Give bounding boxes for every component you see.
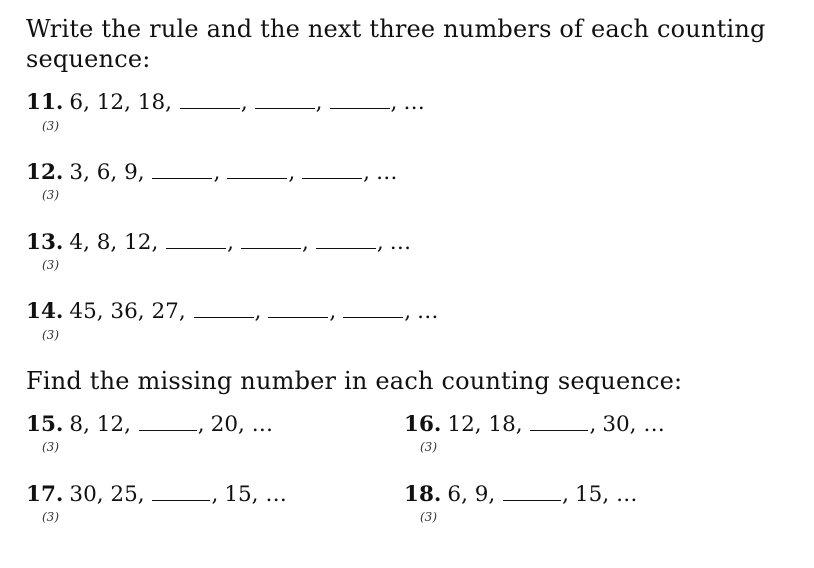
question-11: [26, 90, 425, 116]
answer-blank[interactable]: [152, 484, 210, 501]
answer-blank[interactable]: [255, 92, 315, 109]
sequence-terms-before: 8, 12,: [69, 412, 131, 437]
question-15-marks: (3): [42, 440, 59, 454]
question-12-line: 12. 3, 6, 9, , , , …: [26, 160, 398, 185]
answer-blank[interactable]: [180, 92, 240, 109]
answer-blank[interactable]: [241, 232, 301, 249]
question-14-marks: (3): [42, 328, 59, 342]
question-12: [26, 160, 398, 186]
sequence-terms-after: 30, …: [602, 412, 665, 437]
question-13-marks: (3): [42, 258, 59, 272]
instruction-part-1: Write the rule and the next three numbers of each counting sequence:: [26, 15, 766, 73]
question-16-marks: (3): [420, 440, 437, 454]
question-13-line: 13. 4, 8, 12, , , , …: [26, 230, 412, 255]
question-11-line: 11. 6, 12, 18, , , , …: [26, 90, 425, 115]
question-number: 15.: [26, 412, 64, 437]
sequence-terms-after: 15, …: [574, 482, 638, 507]
question-number: 17.: [26, 482, 64, 507]
question-17-marks: (3): [42, 510, 59, 524]
question-15-line: 15. 8, 12, , 20, …: [26, 412, 274, 437]
question-number: 14.: [26, 299, 64, 324]
question-number: 18.: [404, 482, 442, 507]
answer-blank[interactable]: [330, 92, 390, 109]
sequence-terms-before: 12, 18,: [447, 412, 523, 437]
answer-blank[interactable]: [227, 162, 287, 179]
question-number: 12.: [26, 160, 64, 185]
answer-blank[interactable]: [194, 301, 254, 318]
ellipsis: …: [376, 160, 398, 185]
sequence-terms: 3, 6, 9,: [69, 160, 145, 185]
answer-blank[interactable]: [152, 162, 212, 179]
question-11-marks: (3): [42, 119, 59, 133]
sequence-terms: 4, 8, 12,: [69, 230, 159, 255]
answer-blank[interactable]: [530, 414, 588, 431]
answer-blank[interactable]: [343, 301, 403, 318]
sequence-terms: 6, 12, 18,: [69, 90, 172, 115]
answer-blank[interactable]: [316, 232, 376, 249]
question-14-line: 14. 45, 36, 27, , , , …: [26, 299, 439, 324]
ellipsis: …: [403, 90, 425, 115]
ellipsis: …: [417, 299, 439, 324]
ellipsis: …: [389, 230, 412, 255]
question-18-marks: (3): [420, 510, 437, 524]
sequence-terms-before: 6, 9,: [447, 482, 496, 507]
question-17-line: 17. 30, 25, , 15, …: [26, 482, 287, 507]
answer-blank[interactable]: [139, 414, 197, 431]
question-15: [26, 412, 273, 438]
question-12-marks: (3): [42, 188, 59, 202]
answer-blank[interactable]: [302, 162, 362, 179]
question-16: [404, 412, 665, 438]
question-17: [26, 482, 287, 508]
sequence-terms-after: 20, …: [210, 412, 274, 437]
answer-blank[interactable]: [166, 232, 226, 249]
sequence-terms: 45, 36, 27,: [69, 299, 186, 324]
question-number: 13.: [26, 230, 64, 255]
question-18-line: 18. 6, 9, , 15, …: [404, 482, 638, 507]
question-13: [26, 230, 411, 256]
sequence-terms-before: 30, 25,: [69, 482, 145, 507]
answer-blank[interactable]: [268, 301, 328, 318]
question-number: 16.: [404, 412, 442, 437]
question-number: 11.: [26, 90, 64, 115]
question-16-line: 16. 12, 18, , 30, …: [404, 412, 665, 437]
instruction-part-2: Find the missing number in each counting sequence:: [26, 367, 683, 395]
sequence-terms-after: 15, …: [224, 482, 287, 507]
question-14: [26, 299, 439, 325]
answer-blank[interactable]: [503, 484, 561, 501]
question-18: [404, 482, 638, 508]
